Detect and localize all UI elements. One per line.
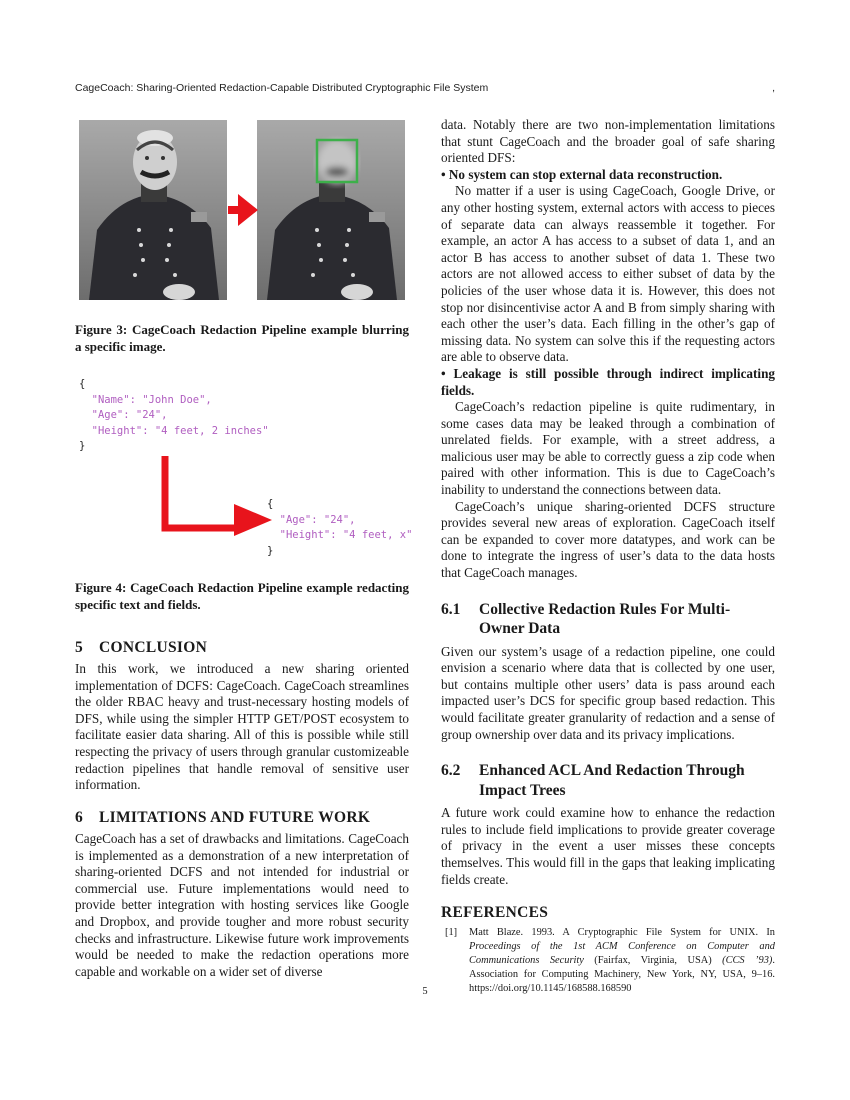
section-limitations bbox=[75, 809, 409, 980]
paragraph: data. Notably there are two non-implementation limitations that stunt CageCoach and the broader goal of safe sharing oriented DFS: bbox=[441, 117, 775, 166]
running-header-mark: , bbox=[772, 82, 775, 94]
reference-entry: [1] Matt Blaze. 1993. A Cryptographic File System for UNIX. In Proceedings of the 1st ACM Conference on Computer and Communications Security (Fairfax, Virginia, USA) (CCS ’93). Association for Computing Machinery, New York, NY, USA, 9–16. https://doi.org/10.1145/168588.168590 bbox=[445, 926, 775, 994]
section-heading: 6 LIMITATIONS AND FUTURE WORK bbox=[75, 809, 371, 826]
running-header bbox=[75, 82, 775, 94]
figure-4-caption: Figure 4: CageCoach Redaction Pipeline example redacting specific text and fields. bbox=[75, 580, 409, 612]
redaction-arrow-icon bbox=[158, 456, 278, 536]
limitations-body: CageCoach has a set of drawbacks and limitations. CageCoach is implemented as a demonstration of a new interpretation of sharing-oriented DCFS and not intended for industrial or commercial use. Future implementations would need to provide better integration with hosting services like Google and Dropbox, and provide tougher and more robust security checks and infrastructure. Likewise future work improvements would be needed to make the redaction operations more capable and workable on a wider set of diverse bbox=[75, 831, 409, 979]
original-portrait-image bbox=[79, 120, 227, 300]
right-column bbox=[441, 117, 775, 996]
paragraph: A future work could examine how to enhance the redaction rules to include field implications to provide greater coverage of privacy in the event a user misses these concepts themselves. This would fill in the gaps that leaking implicating fields create. bbox=[441, 805, 775, 887]
section-heading: 5 CONCLUSION bbox=[75, 639, 208, 656]
subsection-heading-6-2: 6.2 Enhanced ACL And Redaction Through Impact Trees bbox=[441, 762, 745, 799]
running-title: CageCoach: Sharing-Oriented Redaction-Capable Distributed Cryptographic File System bbox=[75, 82, 489, 94]
bullet-heading: • Leakage is still possible through indirect implicating fields. bbox=[441, 365, 775, 398]
subsection-heading-6-1: 6.1 Collective Redaction Rules For Multi-Owner Data bbox=[441, 600, 731, 638]
figure-3-caption: Figure 3: CageCoach Redaction Pipeline example blurring a specific image. bbox=[75, 322, 409, 354]
bullet-heading: • No system can stop external data reconstruction. bbox=[441, 166, 723, 182]
conclusion-body: In this work, we introduced a new sharing oriented implementation of DCFS: CageCoach. CageCoach streamlines the older RBAC heavy and trust-necessary hosting models of DFS, while using the simpler HTTP GET/POST ecosystem to facilitate easier data sharing. All of this is possible while still respecting the privacy of users through granular customizeable redaction pipelines that handle removal of sensitive user information. bbox=[75, 661, 409, 793]
figure-3-images bbox=[79, 120, 407, 302]
blurred-portrait-image bbox=[257, 120, 405, 300]
code-before-redaction: { "Name": "John Doe", "Age": "24", "Height": "4 feet, 2 inches" } bbox=[79, 378, 269, 452]
paragraph: Given our system’s usage of a redaction pipeline, one could envision a scenario where data that is collected by one user, but contains multiple other users’ data is pass around each impacted user’s DCS for specific group based redaction. This would facilitate greater granularity of redaction and a sense of group ownership over data and its privacy implications. bbox=[441, 643, 775, 742]
section-conclusion bbox=[75, 639, 409, 794]
right-arrow-icon bbox=[228, 192, 258, 228]
references-heading: REFERENCES bbox=[441, 904, 549, 922]
paragraph: CageCoach’s redaction pipeline is quite rudimentary, in some cases data may be leaked through a combination of unrelated fields. For example, with a street address, a malicious user may be able to correctly guess a zip code when paired with other information. This is due to CageCoach’s inability to understand the connections between data. bbox=[441, 399, 775, 498]
paragraph: No matter if a user is using CageCoach, Google Drive, or any other hosting system, external actors with access to pieces of separate data can always reassemble it together. For example, an actor A has access to a subset of data 1, and an actor B has access to another subset of data 1. These two actors are not allowed access to either subset of data by the policies of the user whose data it is. However, this does not stop nor disincentivise actor A and B from simply sharing with each other the user’s data. Each filling in the other’s gap of missing data. No system can solve this if the requesting actors are able to observe data. bbox=[441, 183, 775, 365]
code-after-redaction: { "Age": "24", "Height": "4 feet, x" } bbox=[267, 498, 413, 557]
page-number: 5 bbox=[422, 986, 428, 997]
paragraph: CageCoach’s unique sharing-oriented DCFS structure provides several new areas of exploration. CageCoach itself can be expanded to cover more datatypes, and work can be done to integrate the ingress of user’s data to the data hosts that CageCoach manages. bbox=[441, 498, 775, 581]
